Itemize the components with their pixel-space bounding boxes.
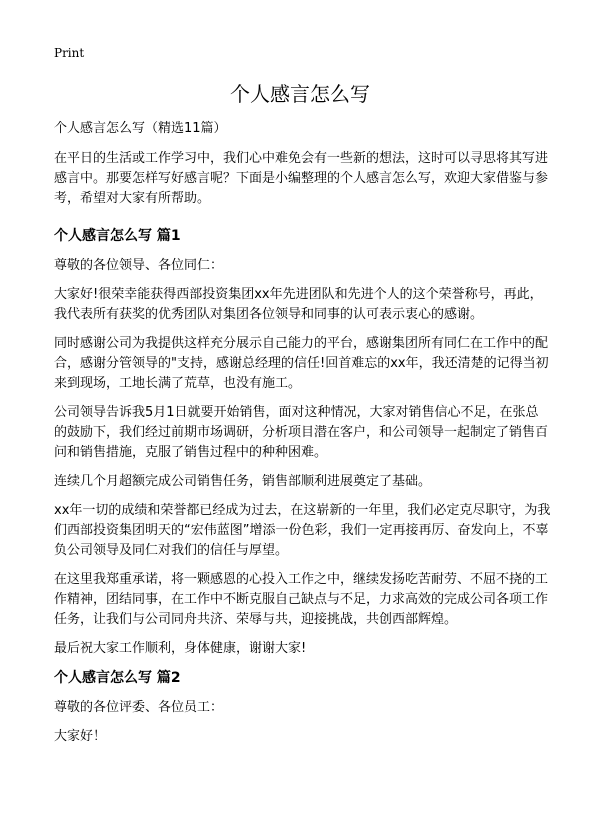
paragraph: 公司领导告诉我5月1日就要开始销售，面对这种情况，大家对销售信心不足，在张总的鼓励下，我们经过前期市场调研，分析项目潜在客户，和公司领导一起制定了销售百问和销售措施，克服了销售过程中的种种困难。 [54,405,549,460]
paragraph: 尊敬的各位评委、各位员工： [54,700,224,715]
paragraph: 尊敬的各位领导、各位同仁： [54,258,224,273]
section-2 [54,668,551,747]
document-body [54,119,551,756]
paragraph: 在这里我郑重承诺，将一颗感恩的心投入工作之中，继续发扬吃苦耐劳、不屈不挠的工作精神，团结同事，在工作中不断克服自己缺点与不足，力求高效的完成公司各项工作任务，让我们与公司同舟共济、荣辱与共，迎接挑战，共创西部辉煌。 [54,572,549,627]
print-link[interactable]: Print [54,46,85,60]
paragraph: 连续几个月超额完成公司销售任务，销售部顺利进展奠定了基础。 [54,474,432,489]
intro-paragraph: 在平日的生活或工作学习中，我们心中难免会有一些新的想法，这时可以寻思将其写进感言中。那要怎样写好感言呢？下面是小编整理的个人感言怎么写，欢迎大家借鉴与参考，希望对大家有所帮助。 [54,151,549,206]
paragraph: 大家好!很荣幸能获得西部投资集团xx年先进团队和先进个人的这个荣誉称号，再此，我代表所有获奖的优秀团队对集团各位领导和同事的认可表示衷心的感谢。 [54,287,543,322]
page-title: 个人感言怎么写 [230,82,370,106]
section-1 [54,226,551,659]
paragraph: 同时感谢公司为我提供这样充分展示自己能力的平台，感谢集团所有同仁在工作中的配合，感谢分管领导的"支持，感谢总经理的信任!回首难忘的xx年，我还清楚的记得当初来到现场，工地长满了荒草，也没有施工。 [54,336,549,391]
section-heading: 个人感言怎么写 篇1 [54,228,181,244]
paragraph: xx年一切的成绩和荣誉都已经成为过去，在这崭新的一年里，我们必定克尽职守，为我们西部投资集团明天的“宏伟蓝图”增添一份色彩，我们一定再接再厉、奋发向上，不辜负公司领导及同仁对我们的信任与厚望。 [54,503,551,558]
section-heading: 个人感言怎么写 篇2 [54,670,181,686]
paragraph: 大家好！ [54,729,107,744]
paragraph: 最后祝大家工作顺利，身体健康，谢谢大家! [54,641,307,656]
document-subtitle: 个人感言怎么写（精选11篇） [54,121,227,136]
